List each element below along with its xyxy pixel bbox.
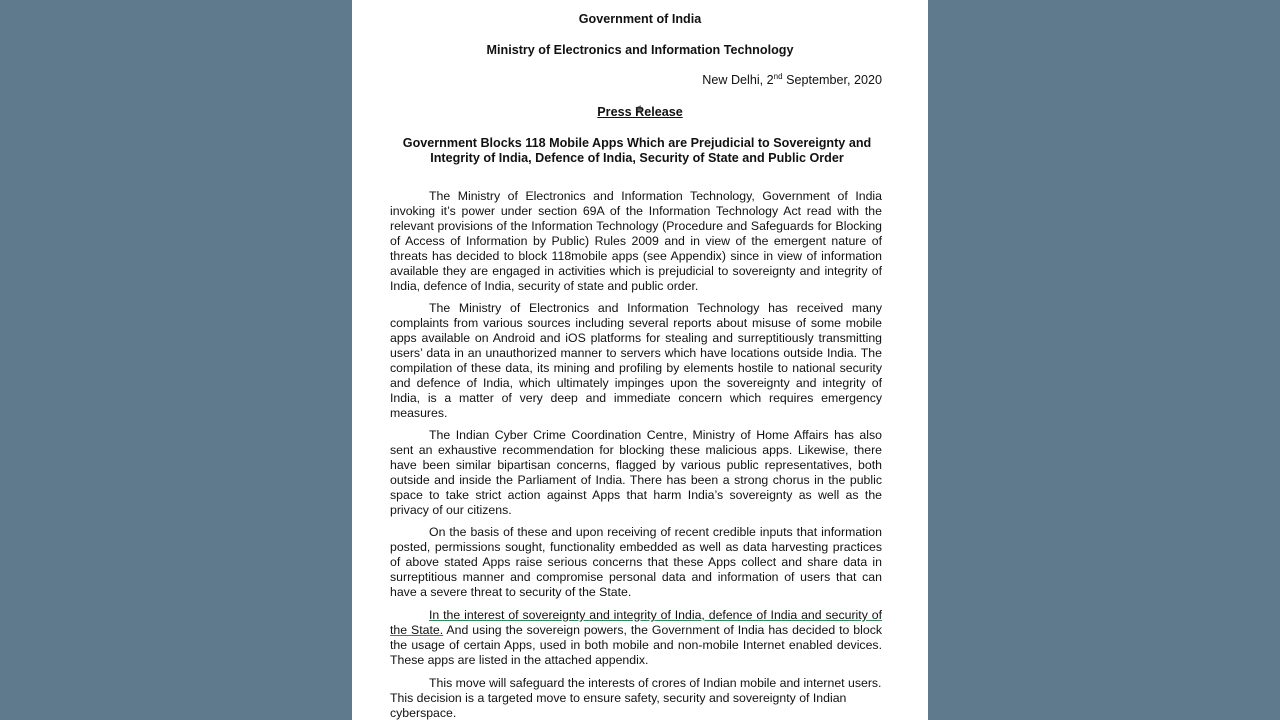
press-release-heading: Press Release (597, 105, 683, 119)
paragraph-2: The Ministry of Electronics and Information Technology has received many complaints from various sources including several reports about misuse of some mobile apps available on Android and iOS platforms for stealing and surreptitiously transmitting users’ data in an unauthorized manner to servers which have locations outside India. The compilation of these data, its mining and profiling by elements hostile to national security and defence of India, which ultimately impinges upon the sovereignty and integrity of India, is a matter of very deep and immediate concern which requires emergency measures. (390, 301, 882, 420)
dateline-suffix: September, 2020 (782, 73, 882, 87)
paragraph-3: The Indian Cyber Crime Coordination Centre, Ministry of Home Affairs has also sent an exhaustive recommendation for blocking these malicious apps. Likewise, there have been similar bipartisan concerns, flagged by various public representatives, both outside and inside the Parliament of India. There has been a strong chorus in the public space to take strict action against Apps that harm India’s sovereignty as well as the privacy of our citizens. (390, 428, 882, 517)
paragraph-1: The Ministry of Electronics and Information Technology, Government of India invoking it’s power under section 69A of the Information Technology Act read with the relevant provisions of the Information Technology (Procedure and Safeguards for Blocking of Access of Information by Public) Rules 2009 and in view of the emergent nature of threats has decided to block 118mobile apps (see Appendix) since in view of information available they are engaged in activities which is prejudicial to sovereignty and integrity of India, defence of India, security of state and public order. (390, 189, 882, 293)
paragraph-6: This move will safeguard the interests of crores of Indian mobile and internet users. This decision is a targeted move to ensure safety, security and sovereignty of Indian cyberspace. (390, 676, 882, 720)
title-line-1: Government Blocks 118 Mobile Apps Which are Prejudicial to Sovereignty and (402, 136, 872, 150)
dateline (702, 73, 882, 88)
dateline-sup: nd (773, 71, 783, 81)
title-line-2: Integrity of India, Defence of India, Security of State and Public Order (430, 151, 844, 165)
paragraph-5-underlined: In the interest of sovereignty and integrity of India, defence of India and security of the State. (390, 608, 882, 637)
government-heading: Government of India (578, 12, 702, 26)
dateline-prefix: New Delhi, 2 (702, 73, 774, 87)
document-page (352, 0, 928, 720)
paragraph-4: On the basis of these and upon receiving of recent credible inputs that information posted, permissions sought, functionality embedded as well as data harvesting practices of above stated Apps raise serious concerns that these Apps collect and share data in surreptitious manner and compromise personal data and information of users that can have a severe threat to security of the State. (390, 525, 882, 599)
ministry-heading: Ministry of Electronics and Information Technology (486, 43, 794, 57)
paragraph-5-rest: And using the sovereign powers, the Government of India has decided to block the usage of certain Apps, used in both mobile and non-mobile Internet enabled devices. These apps are listed in the attached appendix. (390, 622, 883, 667)
paragraph-5 (390, 608, 882, 668)
